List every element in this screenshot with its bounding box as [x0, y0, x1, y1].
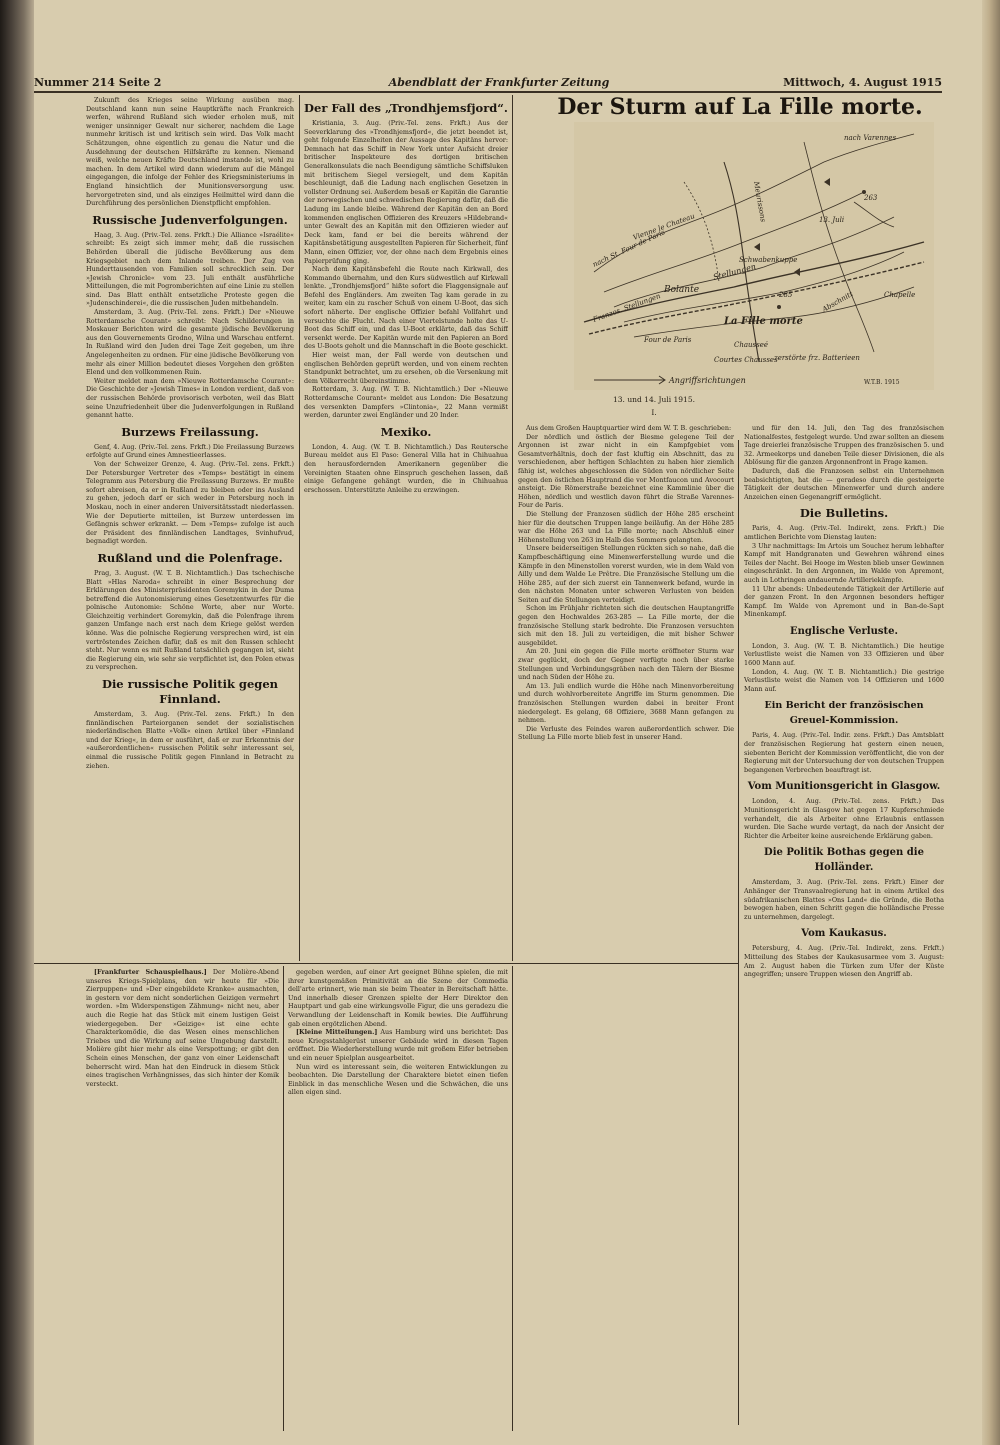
article-paragraph: Dadurch, daß die Franzosen selbst ein Unternehmen beabsichtigten, hat die — geradeso durch die gesteigerte Tätigkeit der deutschen Minenwerfer und durch andere Anzeichen einen Gegenangriff ermöglicht. — [744, 466, 944, 501]
feuilleton-text: Nun wird es interessant sein, die weiteren Entwicklungen zu beobachten. Die Darstellung der Charaktere bietet einen tiefen Einblick in das menschliche Wesen und die Schwächen, die uns allen eigen sind. — [288, 1062, 508, 1097]
header-rule — [34, 91, 942, 93]
map-label: Vienne le Chateau — [631, 212, 696, 242]
book-spine — [0, 0, 34, 1445]
feuilleton-label: [Frankfurter Schauspielhaus.] — [94, 968, 207, 976]
article-paragraph: Am 20. Juni ein gegen die Fille morte eröffneter Sturm war zwar geglückt, doch der Gegner verfügte noch über starke Stellungen und Verbindungsgräben nach den Tälern der Biesme und nach Süden der Höhe zu. — [518, 647, 734, 682]
map-label: zerstörte frz. Batterieen — [774, 354, 860, 362]
headline-kaukasus: Vom Kaukasus. — [801, 928, 887, 940]
headline-judenverfolgungen: Russische Judenverfolgungen. — [92, 212, 288, 227]
headline-greuel-kommission: Ein Bericht der französischen Greuel-Kommission. — [764, 700, 924, 727]
column-4 — [744, 424, 944, 1428]
map-label: Four de Paris — [644, 336, 692, 344]
map-caption: 13. und 14. Juli 1915. — [613, 395, 695, 404]
map-label: nach Varennes — [844, 134, 897, 142]
article-paragraph: Von der Schweizer Grenze, 4. Aug. (Priv.-Tel. zens. Frkft.) Der Petersburger Vertreter des »Temps« bestätigt in einem Telegramm aus Petersburg die Freilassung Burzews. Er mußte sofort abreisen, da er in Rußland zu bleiben oder ins Ausland zu gehen, jedoch darf er sich weder in Petersburg noch in Moskau, noch in einer anderen Universitätsstadt niederlassen. Wie der Deputierte mitteilen, ist Burzew unterdessen im Gefängnis schwer erkrankt. — Dem »Temps« zufolge ist auch der Präsident des finnländischen Landtages, Svinhufvud, begnadigt worden. — [86, 459, 294, 546]
map-label: Abschnitt — [821, 289, 855, 314]
article-paragraph: Kristiania, 3. Aug. (Priv.-Tel. zens. Frkft.) Aus der Seeverklarung des »Trondhjemsfjord«, die jetzt beendet ist, geht folgende Einzelheiten der Aussage des Kapitäns hervor: Demnach hat das Schiff in New York unter Aufsicht dreier britischer Inspekteure des dortigen britischen Generalkonsulats die nach Beendigung sämtliche Schiffsluken mit britischem Siegel versiegelt, und dem Kapitän beschleunigt, daß die Ladung nach englischen Gesetzen in vollster Ordnung sei. Außerdem besaß er Kapitän die Garantie der norwegischen und schwedischen Regierung dafür, daß die Ladung im Lande bleibe. Während der Kapitän den an Bord kommenden englischen Offizieren des Kreuzers »Hildebrand« unter Gewalt des an Kapitän mit den Offizieren wieder auf Deck kam, fand er bei die bereits während der Kapitänsbetätigung ausgestellten Papieren für Sicherheit, fünf Mann, einen Offizier, vor, der ohne nach dem Ergebnis eines Papierprüfung ging. — [304, 119, 508, 265]
article-paragraph: 11 Uhr abends: Unbedeutende Tätigkeit der Artillerie auf der ganzen Front. In den Argonnen besonders heftiger Kampf. Im Walde von Apremont und in Ban-de-Sapt Minenkampf. — [744, 584, 944, 619]
article-paragraph: Weiter meldet man dem »Nieuwe Rotterdamsche Courant«: Die Geschichte der »Jewish Times« in London verdient, daß von der russischen Behörde provisorisch verboten, weil das Blatt seine Unzufriedenheit über die Judenverfolgungen in Rußland genannt hatte. — [86, 376, 294, 420]
article-paragraph: Amsterdam, 3. Aug. (Priv.-Tel. zens. Frkft.) Einer der Anhänger der Transvaalregierung hat in einem Artikel des südafrikanischen Blattes »Ons Land« die Gründe, die Botha bewogen haben, einen Schritt gegen die holländische Presse zu unternehmen, dargelegt. — [744, 878, 944, 921]
column-2 — [304, 96, 508, 961]
article-paragraph: Petersburg, 4. Aug. (Priv.-Tel. Indirekt, zens. Frkft.) Mitteilung des Stabes der Kaukasusarmee vom 3. August: Am 2. August haben die Türken zum Ufer der Küste angegriffen; unsere Truppen wiesen den Angriff ab. — [744, 944, 944, 979]
map-label: Chausseé — [734, 341, 769, 349]
article-paragraph: Schon im Frühjahr richteten sich die deutschen Hauptangriffe gegen den Hochwaldes 263-285 — La Fille morte, der die französische Stellung stark bedrohte. Die Franzosen versuchten sich mit den 18. Juli zu verteidigen, die mit bisher Schwer ausgebildet. — [518, 604, 734, 647]
article-paragraph: Genf, 4. Aug. (Priv.-Tel. zens. Frkft.) Die Freilassung Burzews erfolgte auf Grund eines Amnestieerlasses. — [86, 442, 294, 460]
article-paragraph: 3 Uhr nachmittags: Im Artois um Souchez herum lebhafter Kampf mit Handgranaten und Gewehren während eines Teiles der Nacht. Bei Hooge im Westen blieb unser Gewinnen eingeschränkt. In den Argonnen, im Walde von Apremont, auch in Lothringen andauernde Artilleriekämpfe. — [744, 541, 944, 584]
article-paragraph: Amsterdam, 3. Aug. (Priv.-Tel. zens. Frkft.) In den finnländischen Parteiorganen sendet der sozialistischen niederländischen Blatte »Volk« einen Artikel über »Finnland und der Krieg«, in dem er ausführt, daß er zur Erkenntnis der »außerordentlichen« russischen Politik sehr interessant sei, einmal die russische Politik gegen Finnland in Betracht zu ziehen. — [86, 710, 294, 770]
article-paragraph: Die Stellung der Franzosen südlich der Höhe 285 erscheint hier für die deutschen Truppen lange beiläufig. An der Höhe 285 war die Höhe 263 und La Fille morte; nach Abschluß einer Höhenstellung von 263 im Halb des Sommers gelangten. — [518, 509, 734, 544]
map-label: 263 — [864, 194, 878, 202]
headline-fille-morte: Der Sturm auf La Fille morte. — [557, 94, 923, 120]
article-paragraph: Paris, 4. Aug. (Priv.-Tel. Indir. zens. Frkft.) Das Amtsblatt der französischen Regierung hat gestern einen neuen, siebenten Bericht der Kommission veröffentlicht, die von der Regierung mit der Untersuchung der von deutschen Truppen begangenen Verbrechen beauftragt ist. — [744, 731, 944, 774]
map-legend: Angriffsrichtungen — [669, 376, 746, 385]
map-label: Bolante — [664, 285, 700, 295]
headline-finnland: Die russische Politik gegen Finnland. — [101, 677, 279, 707]
feuilleton-text: gegeben werden, auf einer Art geeignet Bühne spielen, die mit ihrer kunstgemäßen Primitivität an die Szene der Commedia dell'arte erinnert, wie man sie beim Theater in Bereitschaft hätte. Und innerhalb dieser Grenzen spielte der Herr Direktor den Hauptpart und gab eine wirkungsvolle Figur, die uns geradezu die Verwandlung der Leidenschaft in Komik bewies. Die Aufführung gab einen ergötzlichen Abend. — [288, 968, 508, 1028]
feuilleton-text: Aus Hamburg wird uns berichtet: Das neue Kriegsstahlgerüst unserer Gebäude wird in diesen Tagen eröffnet. Die Wiederherstellung wurde mit großem Eifer betrieben und ein neuer Spielplan ausgearbeitet. — [288, 1028, 508, 1062]
article-paragraph: Prag, 3. August. (W. T. B. Nichtamtlich.) Das tschechische Blatt »Hlas Naroda« schreibt in einer Besprechung der Erklärungen des Ministerpräsidenten Goremykin in der Duma betreffend die Autonomisierung eines Gesetzentwurfes für die polnische Autonomie: Schöne Worte, aber nur Worte. Gleichzeitig verhindert Goremykin, daß die Polenfrage ihrem ganzen Umfange nach erst nach dem Kriege gelöst werden könne. Was die polnische Regierung versprechen wird, ist ein vertröstendes Zeichen dafür, daß es mit den Russen schlecht steht. Nur wenn es mit Rußland tatsächlich gegangen ist, sieht die Regierung ein, wie sehr sie verpflichtet ist, den Polen etwas zu versprechen. — [86, 568, 294, 672]
feuilleton-column-1 — [86, 968, 279, 1428]
map-drawing — [574, 122, 934, 390]
map-label: 285 — [779, 291, 793, 299]
feuil-rule-1 — [283, 966, 284, 1431]
headline-mexiko: Mexiko. — [380, 424, 432, 439]
column-rule-3 — [738, 440, 739, 1425]
column-rule-1 — [299, 95, 300, 961]
feuilleton-label: [Kleine Mitteilungen.] — [296, 1028, 378, 1037]
article-paragraph: Haag, 3. Aug. (Priv.-Tel. zens. Frkft.) Die Alliance »Israélite« schreibt: Es zeigt sich immer mehr, daß die russischen Behörden überall die jüdische Bevölkerung aus dem Kriegsgebiet nach dem Inlande treiben. Der Zug von Hunderttausenden von Familien soll schrecklich sein. Der »Jewish Chronicle« vom 23. Juli enthält ausführliche Mitteilungen, die mit Pogromberichten auf eine Linie zu stellen sind. Das Blatt enthält entsetzliche Proteste gegen die »Judenschinderei«, die die russischen Juden mitbehandeln. — [86, 230, 294, 308]
page-header — [34, 76, 942, 90]
column-3 — [518, 424, 734, 1428]
section-numeral: I. — [651, 408, 657, 417]
header-issue: Nummer 214 Seite 2 — [34, 76, 162, 89]
col1-intro: Zukunft des Krieges seine Wirkung ausüben mag. Deutschland kann nun seine Hauptkräfte nach Frankreich werfen, während Rußland sich wieder erholen muß, mit weniger unsinniger Gewalt nur sicherer, nachdem die Lage nunmehr kritisch ist und kritisch sein wird. Das Volk macht Schätzungen, ohne eigentlich zu genau die Natur und die Ausdehnung der deutschen Hilfskräfte zu kennen. Niemand weiß, welche neuen Kräfte Deutschland imstande ist, wohl zu machen. In dem Artikel wird dann wiederum auf die Mängel eingegangen, die infolge der Fehler des Kriegsministeriums in England hinsichtlich der Munitionsversorgung usw. hervorgetreten sind, und als einziges Heilmittel wird dann die Durchführung des persönlichen Dienstpflicht empfohlen. — [86, 96, 294, 208]
map-label: Courtes Chausses — [714, 356, 778, 364]
article-paragraph: Rotterdam, 3. Aug. (W. T. B. Nichtamtlich.) Der »Nieuwe Rotterdamsche Courant« meldet aus London: Die Besatzung des versenkten Dampfers »Clintonia«, 22 Mann vermißt werden, darunter zwei Engländer und 20 Inder. — [304, 385, 508, 420]
map-label: Franzos. Stellungen — [591, 292, 662, 324]
headline-bulletins: Die Bulletins. — [799, 506, 889, 521]
feuilleton-text: Der Molière-Abend unseres Kriegs-Spielplans, den wir heute für »Die Zierpuppen« und »Der eingebildete Kranke« ausmachten, in gestern vor dem nicht sonderlichen Geizigen vermehrt worden. »Im Widerspenstigen Zähmung« nicht neu, aber auch die Regie hat das Stück mit einem lustigen Geist wiedergegeben. Der »Geizige« ist eine echte Charakterkomödie, die das Wesen eines menschlichen Triebes und die Wirkung auf seine Umgebung darstellt. Molière gibt hier mehr als eine Verspottung; er gibt den Schein eines Menschen, der ganz von einer Leidenschaft beherrscht wird. Man hat den Eindruck in diesem Stück eines tragischen Verhängnisses, das sich hinter der Komik versteckt. — [86, 968, 279, 1088]
article-paragraph: London, 4. Aug. (W. T. B. Nichtamtlich.) Das Reutersche Bureau meldet aus El Paso: General Villa hat in Chihuahua den herausfordernden Amerikanern gegenüber die Vereinigten Staaten ohne Einspruch geschehen lassen, daß einige Gefangene gehängt wurden, die in Chihuahua erschossen. Unterstützte Anleihe zu erzwingen. — [304, 442, 508, 494]
article-paragraph: Am 13. Juli endlich wurde die Höhe nach Minenvorbereitung und durch wohlvorbereitete Angriffe im Sturm genommen. Die französischen Stellungen wurden dabei in breiter Front niedergelegt. Es gelang, 68 Offiziere, 3688 Mann gefangen zu nehmen. — [518, 681, 734, 725]
headline-polenfrage: Rußland und die Polenfrage. — [97, 550, 283, 565]
headline-bothas: Die Politik Bothas gegen die Holländer. — [764, 847, 924, 874]
header-masthead: Abendblatt der Frankfurter Zeitung — [388, 76, 610, 89]
article-paragraph: Der nördlich und östlich der Biesme gelegene Teil der Argonnen ist zwar nicht in ein Kampfgebiet vom Gesamtverhältnis, doch der fast kluftig ein Abschnitt, das zu verschiedenen, aber heftigen Schlachten zu haben hier ziemlich fähig ist, welches abgeschlossen die Süden von nördlicher Seite gegen den östlichen Hauptrand die vor Montfaucon und Avocourt ansteigt. Die Römerstraße bezeichnet eine Kammlinie über die Höhen, nördlich und westlich davon führt die Straße Varennes-Four de Paris. — [518, 432, 734, 510]
page-edge — [982, 0, 1000, 1445]
article-paragraph: Die Verluste des Feindes waren außerordentlich schwer. Die Stellung La Fille morte blieb fest in unserer Hand. — [518, 724, 734, 742]
article-paragraph: London, 4. Aug. (W. T. B. Nichtamtlich.) Die gestrige Verlustliste weist die Namen von 14 Offizieren und 1600 Mann auf. — [744, 667, 944, 693]
column-rule-2 — [512, 95, 513, 961]
article-paragraph: Nach dem Kapitänsbefehl die Route nach Kirkwall, des Kommando übernahm, und den Kurs südwestlich auf Kirkwall lenkte. „Trondhjemsfjord“ hißte sofort die Flaggensignale auf Befehl des Engländers. Am zweiten Tag kam gerade in zu weiter, kam ein zu rascher Schuß von einem U-Boot, das sich sofort näherte. Der englische Offizier befahl Vollfahrt und versuchte die Flucht. Nach einer Viertelstunde holte das U-Boot das Schiff ein, und das U-Boot erklärte, daß das Schiff versenkt werde. Der Kapitän wurde mit den Papieren an Bord des U-Boots geholt und die Mannschaft in die Boote geschickt. — [304, 265, 508, 351]
feuil-rule-2 — [512, 966, 513, 1431]
article-paragraph: und für den 14. Juli, den Tag des französischen Nationalfestes, festgelegt wurde. Und zwar sollten an diesem Tage dreierlei französische Truppen des französischen 5. und 32. Armeekorps und daneben Teile dieser Divisionen, die als Ablösung für die ganzen Argonnenfront in Frage kamen. — [744, 424, 944, 467]
headline-englische-verluste: Englische Verluste. — [790, 625, 898, 637]
map-label: Stellungen — [712, 261, 757, 282]
article-paragraph: London, 3. Aug. (W. T. B. Nichtamtlich.) Die heutige Verlustliste weist die Namen von 33 Offizieren und über 1600 Mann auf. — [744, 641, 944, 668]
article-paragraph: Hier weist man, der Fall werde von deutschen und englischen Behörden geprüft werden, und von einem rechten Standpunkt betrachtet, um zu ersehen, ob die Versenkung mit dem Völkerrecht übereinstimme. — [304, 351, 508, 385]
map-label: Meurissons — [752, 180, 768, 223]
map-label: nach St. Four de Paris — [591, 228, 667, 269]
battle-map — [574, 122, 934, 390]
article-intro: Aus dem Großen Hauptquartier wird dem W. T. B. geschrieben: — [526, 424, 732, 432]
article-paragraph: Amsterdam, 3. Aug. (Priv.-Tel. zens. Frkft.) Der »Nieuwe Rotterdamsche Courant« schreibt: Nach Schilderungen in Moskauer Berichten wird die gesamte jüdische Bevölkerung aus den Gouvernements Grodno, Wilna und Warschau entfernt. In Rußland wird den Juden drei Tage Zeit gegeben, um ihre Angelegenheiten zu ordnen. Für eine jüdische Bevölkerung von mehr als einer Million bedeutet dieses Vorgehen den größten Elend und den vollkommenen Ruin. — [86, 308, 294, 377]
headline-munitionsgericht: Vom Munitionsgericht in Glasgow. — [747, 781, 941, 793]
headline-trondhjemsfjord: Der Fall des „Trondhjemsfjord“. — [304, 101, 508, 115]
feuilleton-column-2 — [288, 968, 508, 1428]
map-label: Chapelle — [884, 291, 916, 299]
article-paragraph: Unsere beiderseitigen Stellungen rückten sich so nahe, daß die Kampfbeschäftigung eine Minenwerferstellung wurde und die Kämpfe in den Minenstollen vorerst wurden, wie in dem Wald von Ailly und dem Walde Le Prêtre. Die Französische Stellung um die Höhe 285, auf der sich zuerst ein Tannenwerk befand, wurde in den nächsten Monaten unter schweren Verlusten von beiden Seiten auf die Stellungen verteidigt. — [518, 544, 734, 604]
headline-burzew: Burzews Freilassung. — [121, 424, 259, 439]
article-paragraph: Paris, 4. Aug. (Priv.-Tel. Indirekt, zens. Frkft.) Die amtlichen Berichte vom Dienstag lauten: — [744, 524, 944, 541]
column-1 — [86, 96, 294, 961]
map-credit: W.T.B. 1915 — [864, 379, 900, 386]
map-label: La Fille morte — [724, 316, 803, 327]
header-date: Mittwoch, 4. August 1915 — [783, 76, 942, 89]
article-paragraph: London, 4. Aug. (Priv.-Tel. zens. Frkft.) Das Munitionsgericht in Glasgow hat gegen 17 Kupferschmiede verhandelt, die als Arbeiter ohne Erlaubnis entlassen wurden. Die Sache wurde vertagt, da nach der Ansicht der Richter die Arbeiter keine ausreichende Erklärung gaben. — [744, 797, 944, 840]
map-label: Schwabenkuppe — [739, 256, 798, 264]
map-label: 13. Juli — [819, 216, 845, 224]
